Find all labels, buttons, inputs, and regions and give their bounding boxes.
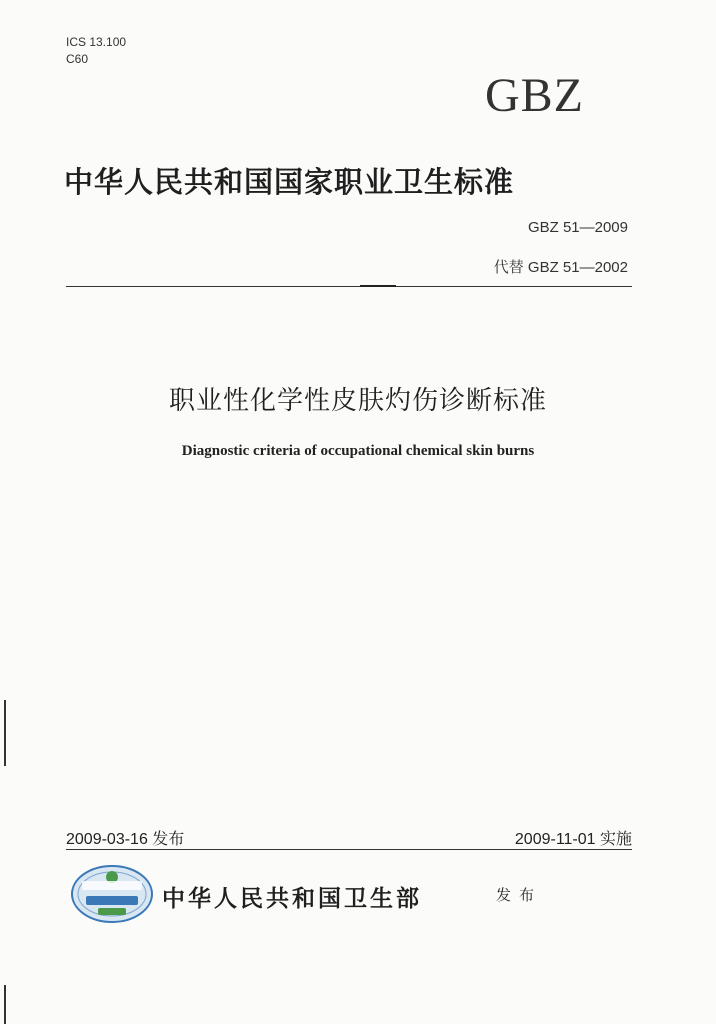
document-title-english: Diagnostic criteria of occupational chemical skin burns: [181, 443, 535, 459]
top-divider: [66, 286, 632, 287]
implementation-date: 2009-11-01 实施: [514, 831, 632, 848]
classification-codes: [66, 34, 126, 68]
top-divider-mark: [360, 285, 396, 287]
replaces-standard: 代替 GBZ 51—2002: [493, 259, 628, 276]
ccs-code: C60: [66, 52, 89, 66]
scan-edge-mark: [4, 700, 6, 766]
ics-code: ICS 13.100: [66, 35, 127, 49]
issuing-authority: 中华人民共和国卫生部: [162, 885, 422, 912]
publisher-seal-icon: [70, 864, 154, 924]
issue-date: 2009-03-16 发布: [66, 831, 185, 848]
standard-number: GBZ 51—2009: [527, 219, 628, 236]
bottom-divider: [66, 849, 632, 850]
standard-category: 中华人民共和国国家职业卫生标准: [64, 165, 515, 199]
document-title: 职业性化学性皮肤灼伤诊断标准: [168, 386, 547, 416]
issuing-action: 发布: [496, 886, 543, 904]
gbz-logo: GBZ: [485, 69, 584, 122]
scan-edge-mark-bottom: [4, 985, 6, 1024]
